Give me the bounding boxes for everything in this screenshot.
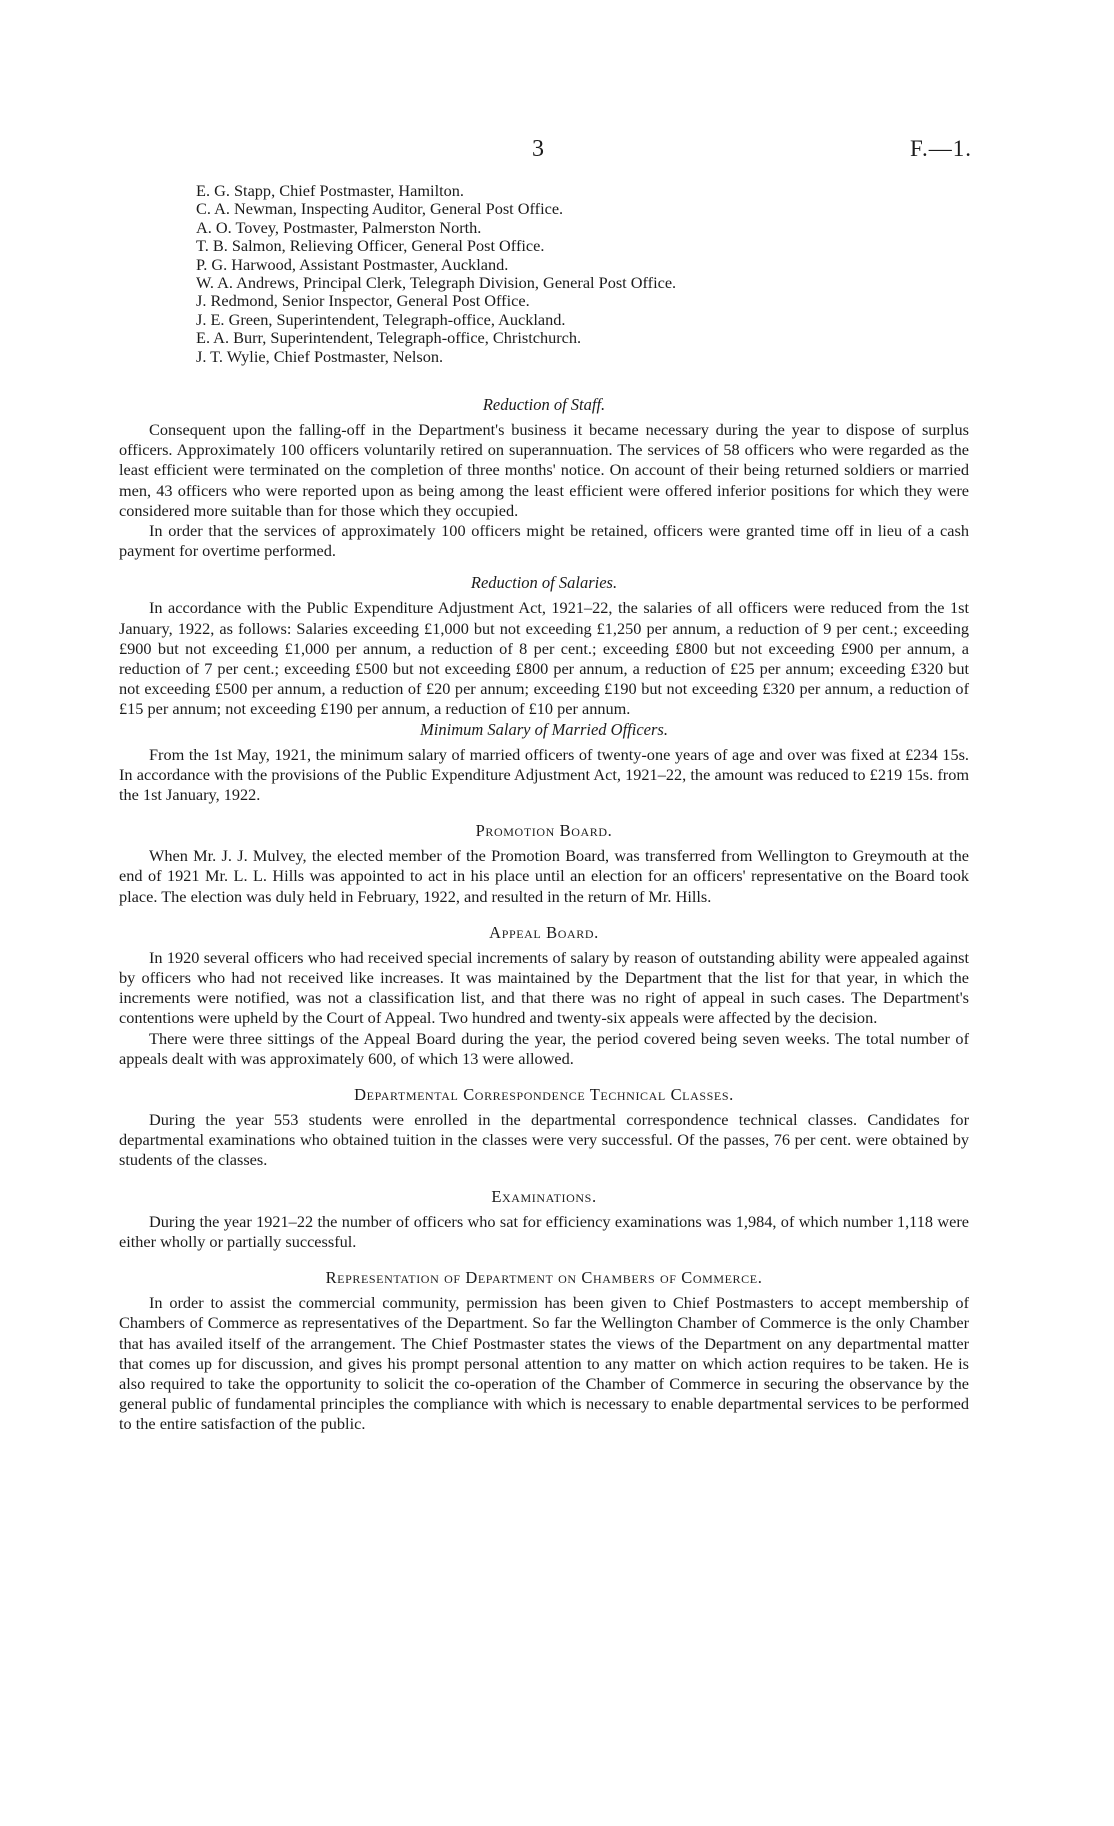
list-item: T. B. Salmon, Relieving Officer, General Post Office. [196, 236, 545, 256]
paragraph: From the 1st May, 1921, the minimum salary of married officers of twenty-one years of age and over was fixed at £234 15s. In accordance with the provisions of the Public Expenditure Adjustment Act, 1921–22, the amount was reduced to £219 15s. from the 1st January, 1922. [119, 744, 969, 805]
heading-correspondence-classes: Departmental Correspondence Technical Classes. [354, 1085, 734, 1105]
officer-list [196, 182, 676, 366]
paragraph: During the year 1921–22 the number of officers who sat for efficiency examinations was 1,984, of which number 1,118 were either wholly or partially successful. [119, 1211, 969, 1251]
list-item: C. A. Newman, Inspecting Auditor, General Post Office. [196, 199, 564, 219]
list-item: A. O. Tovey, Postmaster, Palmerston North. [196, 217, 482, 237]
paragraph: In order that the services of approximately 100 officers might be retained, officers were granted time off in lieu of a cash payment for overtime performed. [119, 521, 969, 561]
paragraph: When Mr. J. J. Mulvey, the elected member of the Promotion Board, was transferred from Wellington to Greymouth at the end of 1921 Mr. L. L. Hills was appointed to act in his place until an election for an officers' representative on the Board took place. The election was duly held in February, 1922, and resulted in the return of Mr. Hills. [119, 846, 969, 906]
list-item: W. A. Andrews, Principal Clerk, Telegraph Division, General Post Office. [196, 273, 677, 293]
heading-reduction-of-staff: Reduction of Staff. [482, 395, 606, 414]
paragraph: During the year 553 students were enrolled in the departmental correspondence technical classes. Candidates for departmental examinations who obtained tuition in the classes were very successful. Of the passes, 76 per cent. were obtained by students of the classes. [119, 1110, 969, 1170]
paragraph: Consequent upon the falling-off in the Department's business it became necessary during the year to dispose of surplus officers. Approximately 100 officers voluntarily retired on superannuation. The services of 58 officers who were regarded as the least efficient were terminated on the completion of three months' notice. On account of their being returned soldiers or married men, 43 officers who were reported upon as being among the least efficient were offered inferior positions for which they were considered more suitable than for those which they occupied. [119, 420, 969, 520]
document-body [119, 395, 969, 1435]
page-number: 3 [532, 136, 544, 162]
paragraph: There were three sittings of the Appeal Board during the year, the period covered being seven weeks. The total number of appeals dealt with was approximately 600, of which 13 were allowed. [119, 1028, 969, 1068]
heading-examinations: Examinations. [491, 1186, 597, 1206]
list-item: E. G. Stapp, Chief Postmaster, Hamilton. [196, 181, 464, 200]
heading-reduction-of-salaries: Reduction of Salaries. [470, 573, 618, 593]
page-header [0, 136, 1114, 166]
list-item: E. A. Burr, Superintendent, Telegraph-office, Christchurch. [196, 328, 582, 348]
heading-appeal-board: Appeal Board. [489, 922, 599, 942]
heading-minimum-salary: Minimum Salary of Married Officers. [420, 719, 668, 739]
list-item: J. E. Green, Superintendent, Telegraph-office, Auckland. [196, 309, 566, 329]
list-item: P. G. Harwood, Assistant Postmaster, Auckland. [196, 254, 509, 274]
list-item: J. T. Wylie, Chief Postmaster, Nelson. [196, 346, 444, 366]
paragraph: In 1920 several officers who had received special increments of salary by reason of outstanding ability were appealed against by officers who had not received like increases. It was maintained by the Department that the list for that year, in which the increments were notified, was not a classification list, and that there was no right of appeal in such cases. The Department's contentions were upheld by the Court of Appeal. Two hundred and twenty-six appeals were affected by the decision. [119, 947, 969, 1028]
paragraph: In accordance with the Public Expenditure Adjustment Act, 1921–22, the salaries of all officers were reduced from the 1st January, 1922, as follows: Salaries exceeding £1,000 but not exceeding £1,250 per annum, a reduction of 9 per cent.; exceeding £900 but not exceeding £1,000 per annum, a reduction of 8 per cent.; exceeding £800 but not exceeding £900 per annum, a reduction of 7 per cent.; exceeding £500 but not exceeding £800 per annum, a reduction of £25 per annum; exceeding £320 but not exceeding £500 per annum, a reduction of £20 per annum; exceeding £190 but not exceeding £320 per annum, a reduction of £15 per annum; not exceeding £190 per annum, a reduction of £10 per annum. [119, 598, 969, 719]
paragraph: In order to assist the commercial community, permission has been given to Chief Postmasters to accept membership of Chambers of Commerce as representatives of the Department. So far the Wellington Chamber of Commerce is the only Chamber that has availed itself of the arrangement. The Chief Postmaster states the views of the Department on any departmental matter that comes up for discussion, and gives his prompt personal attention to any matter on which action requires to be taken. He is also required to take the opportunity to solicit the co-operation of the Chamber of Commerce in securing the observance by the general public of fundamental principles the compliance with which is necessary to enable departmental services to be performed to the entire satisfaction of the public. [119, 1293, 969, 1434]
heading-promotion-board: Promotion Board. [475, 821, 613, 841]
document-reference: F.—1. [910, 136, 972, 161]
list-item: J. Redmond, Senior Inspector, General Post Office. [196, 291, 530, 311]
heading-chambers-of-commerce: Representation of Department on Chambers of Commerce. [325, 1268, 763, 1288]
